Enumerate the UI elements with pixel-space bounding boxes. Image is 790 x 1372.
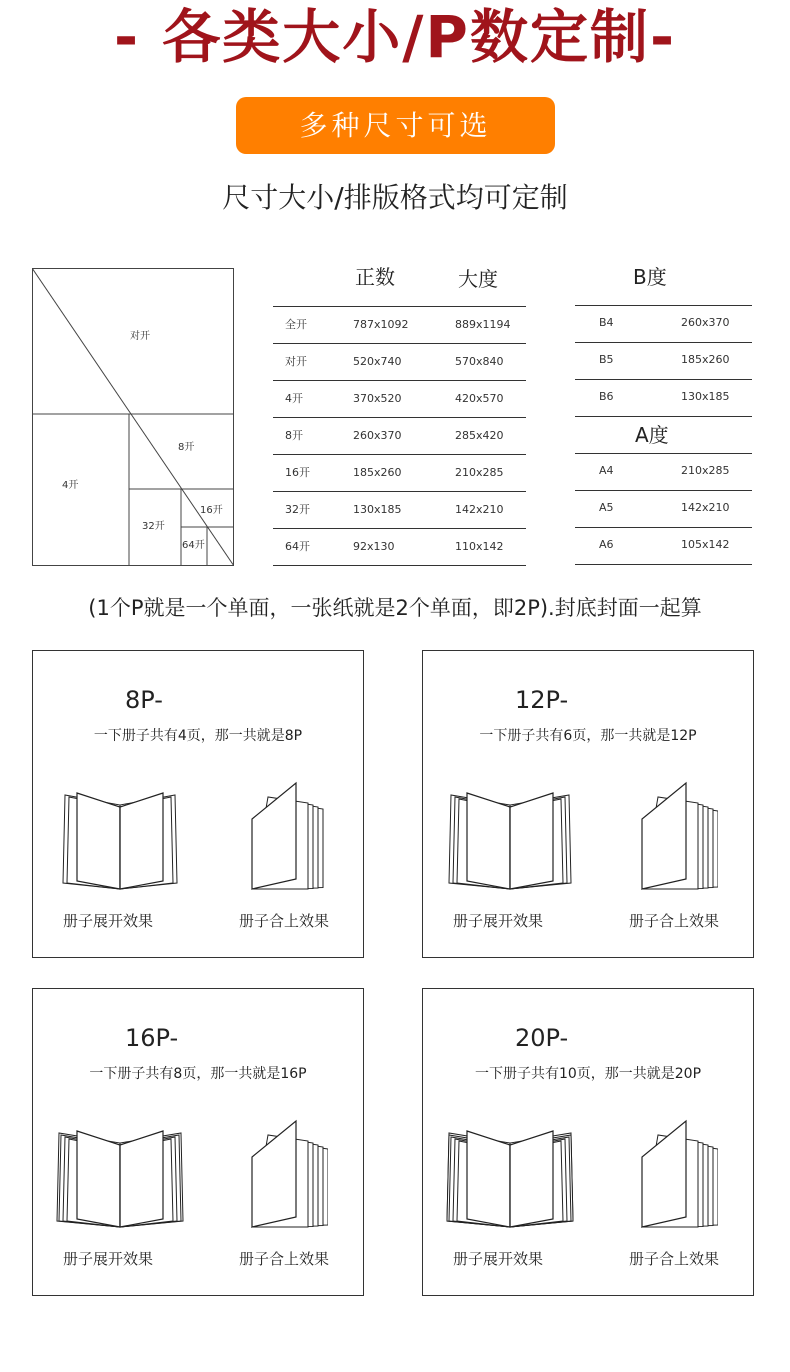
open-booklet-icon: [445, 779, 575, 894]
open-booklet-icon: [55, 779, 185, 894]
header-a: A度: [635, 423, 669, 447]
large-size-value: 285x420: [455, 429, 504, 442]
closed-booklet-icon: [238, 1117, 328, 1232]
row-label: 16开: [285, 466, 310, 479]
closed-caption: 册子合上效果: [629, 1250, 720, 1268]
table-rule: [273, 306, 526, 307]
header-b: B度: [633, 265, 667, 289]
page-count-title: 16P-: [125, 1024, 179, 1052]
open-caption: 册子展开效果: [63, 912, 154, 930]
table_b-size-value: 260x370: [681, 316, 730, 329]
standard-size-value: 130x185: [353, 503, 402, 516]
diagram-label-thirtysecond: 32开: [142, 521, 165, 532]
table-rule: [273, 343, 526, 344]
page-count-desc: 一下册子共有4页，那一共就是8P: [93, 728, 303, 744]
row-label: 64开: [285, 540, 310, 553]
closed-booklet-icon: [628, 779, 718, 894]
page-count-desc: 一下册子共有8页，那一共就是16P: [89, 1066, 307, 1082]
closed-booklet-icon: [628, 1117, 718, 1232]
table-rule: [575, 490, 752, 491]
diagram-label-half: 对开: [130, 331, 150, 342]
row-label: 4开: [285, 392, 303, 405]
row-label: 32开: [285, 503, 310, 516]
table-rule: [575, 564, 752, 565]
diagram-label-eighth: 8开: [178, 442, 195, 453]
standard-size-table: [273, 262, 526, 568]
table-rule: [575, 305, 752, 306]
table-rule: [273, 565, 526, 566]
table-rule: [575, 342, 752, 343]
b-size-table: [575, 262, 752, 568]
table_b-row-label: B6: [599, 390, 614, 403]
table_a-size-value: 210x285: [681, 464, 730, 477]
table-rule: [273, 528, 526, 529]
table_b-row-label: B5: [599, 353, 614, 366]
header-large: 大度: [458, 267, 498, 291]
table-rule: [575, 416, 752, 417]
table_b-row-label: B4: [599, 316, 614, 329]
page-title: - 各类大小/P数定制-: [113, 3, 677, 71]
large-size-value: 420x570: [455, 392, 504, 405]
page-count-desc: 一下册子共有10页，那一共就是20P: [474, 1066, 702, 1082]
table-rule: [273, 417, 526, 418]
diagram-label-sixteenth: 16开: [200, 505, 223, 516]
page-count-title: 12P-: [515, 686, 569, 714]
table-rule: [273, 491, 526, 492]
page-count-title: 8P-: [125, 686, 163, 714]
page-count-card: [422, 650, 754, 958]
standard-size-value: 787x1092: [353, 318, 409, 331]
table-rule: [273, 454, 526, 455]
paper-cut-lines: [32, 268, 234, 566]
size-options-badge: 多种尺寸可选: [236, 97, 555, 154]
page-subtitle: 尺寸大小/排版格式均可定制: [222, 181, 568, 214]
standard-size-value: 260x370: [353, 429, 402, 442]
large-size-value: 110x142: [455, 540, 504, 553]
closed-caption: 册子合上效果: [629, 912, 720, 930]
open-caption: 册子展开效果: [453, 1250, 544, 1268]
diagram-label-quarter: 4开: [62, 480, 79, 491]
open-booklet-icon: [55, 1117, 185, 1232]
table_b-size-value: 185x260: [681, 353, 730, 366]
closed-caption: 册子合上效果: [239, 912, 330, 930]
closed-caption: 册子合上效果: [239, 1250, 330, 1268]
paper-cut-diagram: [32, 268, 234, 566]
page-count-title: 20P-: [515, 1024, 569, 1052]
table-rule: [575, 453, 752, 454]
standard-size-value: 520x740: [353, 355, 402, 368]
open-caption: 册子展开效果: [453, 912, 544, 930]
table_a-size-value: 142x210: [681, 501, 730, 514]
row-label: 对开: [285, 355, 307, 368]
page-count-note: (1个P就是一个单面，一张纸就是2个单面，即2P).封底封面一起算: [88, 596, 702, 620]
table-rule: [273, 380, 526, 381]
table_a-row-label: A5: [599, 501, 614, 514]
table-rule: [575, 379, 752, 380]
standard-size-value: 370x520: [353, 392, 402, 405]
diagram-label-sixtyfourth: 64开: [182, 540, 205, 551]
table_a-row-label: A6: [599, 538, 614, 551]
page-count-card: [32, 988, 364, 1296]
table-rule: [575, 527, 752, 528]
standard-size-value: 185x260: [353, 466, 402, 479]
table_a-row-label: A4: [599, 464, 614, 477]
open-caption: 册子展开效果: [63, 1250, 154, 1268]
closed-booklet-icon: [238, 779, 328, 894]
large-size-value: 142x210: [455, 503, 504, 516]
standard-size-value: 92x130: [353, 540, 395, 553]
page-count-card: [422, 988, 754, 1296]
open-booklet-icon: [445, 1117, 575, 1232]
page-count-desc: 一下册子共有6页，那一共就是12P: [479, 728, 697, 744]
header-standard: 正数: [355, 265, 395, 289]
row-label: 8开: [285, 429, 303, 442]
table_a-size-value: 105x142: [681, 538, 730, 551]
table_b-size-value: 130x185: [681, 390, 730, 403]
page-count-card: [32, 650, 364, 958]
large-size-value: 889x1194: [455, 318, 511, 331]
large-size-value: 570x840: [455, 355, 504, 368]
large-size-value: 210x285: [455, 466, 504, 479]
row-label: 全开: [285, 318, 307, 331]
